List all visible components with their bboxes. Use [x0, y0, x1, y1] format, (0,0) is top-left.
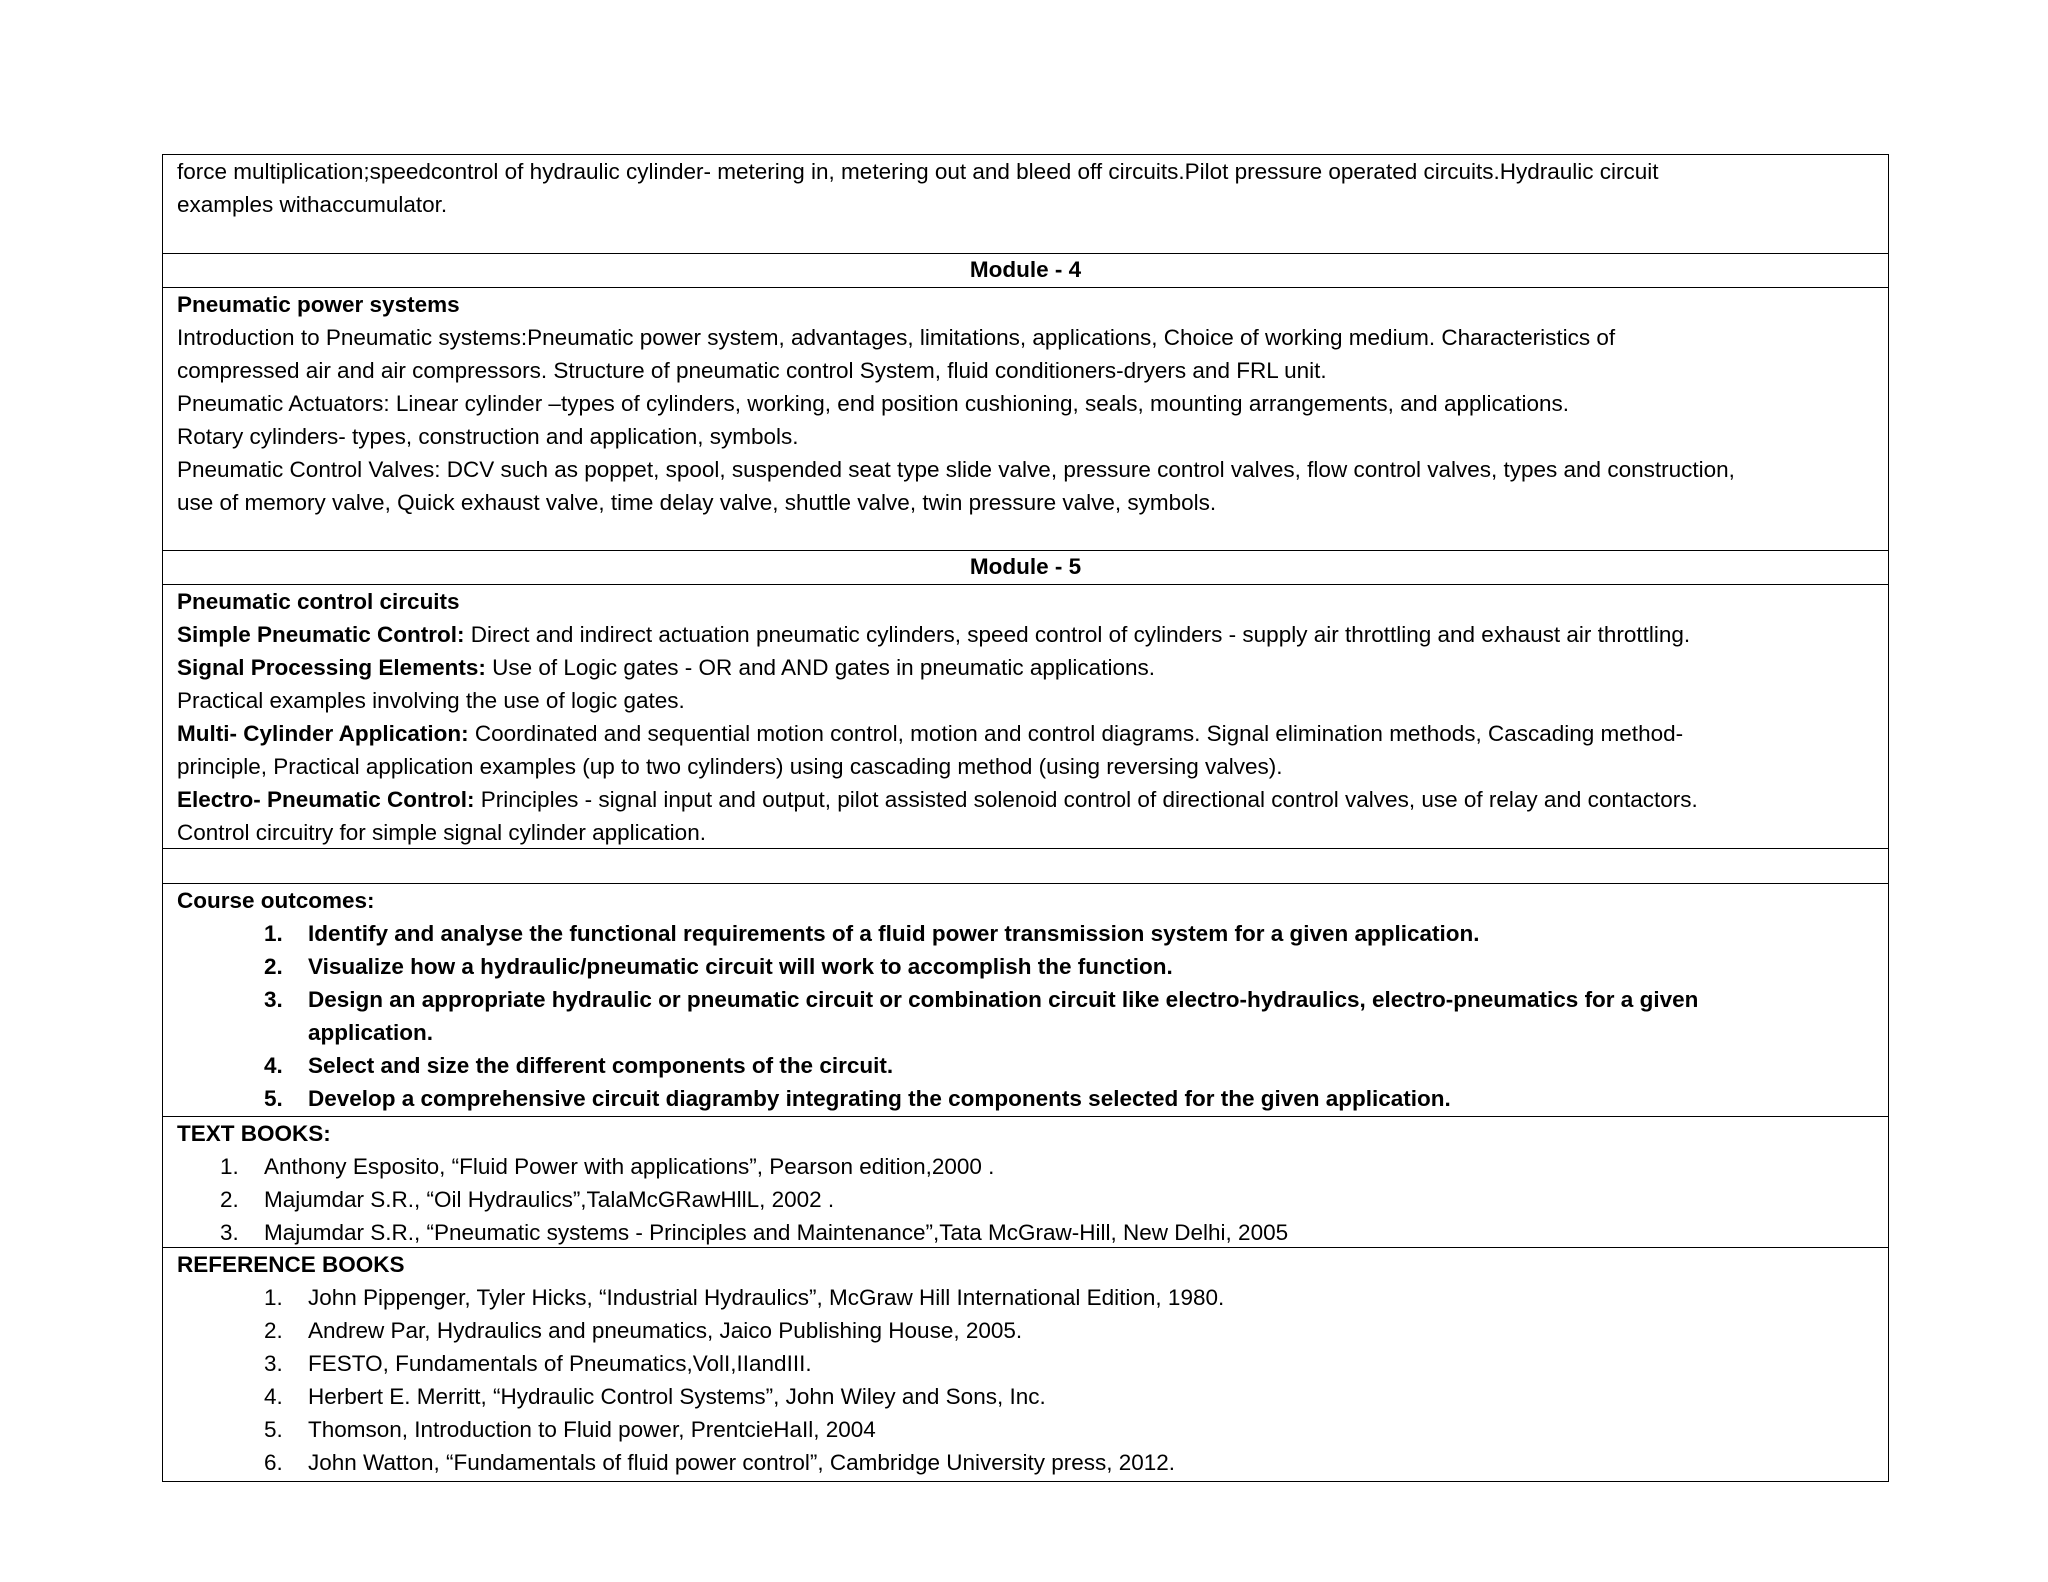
list-item	[177, 1150, 1874, 1183]
module-4-paragraph: Rotary cylinders- types, construction and application, symbols.	[177, 424, 799, 449]
list-item	[177, 1380, 1874, 1413]
syllabus-table	[162, 154, 1889, 1482]
section-label: Signal Processing Elements:	[177, 655, 486, 680]
item-number: 3.	[220, 1220, 239, 1245]
list-item	[177, 1413, 1874, 1446]
list-item	[177, 1281, 1874, 1314]
list-item	[177, 917, 1874, 950]
module-5-title: Pneumatic control circuits	[177, 589, 460, 614]
course-outcomes	[163, 884, 1888, 1117]
module-4-content	[163, 288, 1888, 551]
module-4-heading: Module - 4	[163, 254, 1888, 288]
item-number: 1.	[220, 1154, 239, 1179]
item-text: Herbert E. Merritt, “Hydraulic Control Systems”, John Wiley and Sons, Inc.	[308, 1384, 1046, 1409]
electro-pneumatic-continued: Control circuitry for simple signal cylinder application.	[177, 820, 706, 845]
item-number: 2.	[264, 954, 283, 979]
item-number: 4.	[264, 1384, 283, 1409]
section-label: Simple Pneumatic Control:	[177, 622, 465, 647]
module-5-heading: Module - 5	[163, 551, 1888, 585]
list-item	[177, 1082, 1874, 1115]
section-label: Electro- Pneumatic Control:	[177, 787, 475, 812]
list-item	[177, 983, 1874, 1016]
intro-line: examples withaccumulator.	[177, 192, 448, 217]
reference-books-list	[177, 1281, 1874, 1479]
item-text: Visualize how a hydraulic/pneumatic circuit will work to accomplish the function.	[308, 954, 1173, 979]
item-number: 2.	[220, 1187, 239, 1212]
list-item	[177, 1446, 1874, 1479]
item-text: Develop a comprehensive circuit diagramby integrating the components selected for the given application.	[308, 1086, 1451, 1111]
item-text: Majumdar S.R., “Oil Hydraulics”,TalaMcGRawHllL, 2002 .	[264, 1187, 835, 1212]
item-text: Design an appropriate hydraulic or pneumatic circuit or combination circuit like electro-hydraulics, electro-pneumatics for a given	[308, 987, 1699, 1012]
text-books-list	[177, 1150, 1874, 1249]
item-number: 4.	[264, 1053, 283, 1078]
item-text: Thomson, Introduction to Fluid power, PrentcieHaIl, 2004	[308, 1417, 876, 1442]
item-text: John Pippenger, Tyler Hicks, “Industrial Hydraulics”, McGraw Hill International Edition, 1980.	[308, 1285, 1225, 1310]
text-books-title: TEXT BOOKS:	[177, 1121, 331, 1146]
section-text: Direct and indirect actuation pneumatic cylinders, speed control of cylinders - supply air throttling and exhaust air throttling.	[464, 622, 1691, 647]
module-4-paragraph: Pneumatic Actuators: Linear cylinder –types of cylinders, working, end position cushioning, seals, mounting arrangements, and applications.	[177, 391, 1570, 416]
intro-line: force multiplication;speedcontrol of hydraulic cylinder- metering in, metering out and bleed off circuits.Pilot pressure operated circuits.Hydraulic circuit	[177, 159, 1659, 184]
reference-books-title: REFERENCE BOOKS	[177, 1252, 405, 1277]
list-item	[177, 1216, 1874, 1249]
text-books	[163, 1117, 1888, 1248]
electro-pneumatic-control	[177, 783, 1874, 816]
course-outcomes-title: Course outcomes:	[177, 888, 375, 913]
list-item	[177, 1049, 1874, 1082]
intro-cell	[163, 155, 1888, 254]
list-item	[177, 1347, 1874, 1380]
item-number: 6.	[264, 1450, 283, 1475]
signal-processing-elements	[177, 651, 1874, 684]
section-text: Coordinated and sequential motion control, motion and control diagrams. Signal elimination methods, Cascading method-	[468, 721, 1684, 746]
item-text: Andrew Par, Hydraulics and pneumatics, Jaico Publishing House, 2005.	[308, 1318, 1023, 1343]
practical-examples: Practical examples involving the use of logic gates.	[177, 688, 685, 713]
item-number: 3.	[264, 1351, 283, 1376]
multi-cylinder-continued: principle, Practical application examples (up to two cylinders) using cascading method (using reversing valves).	[177, 754, 1283, 779]
item-text: application.	[308, 1020, 434, 1045]
module-4-paragraph: use of memory valve, Quick exhaust valve, time delay valve, shuttle valve, twin pressure valve, symbols.	[177, 490, 1217, 515]
item-text: Identify and analyse the functional requirements of a fluid power transmission system for a given application.	[308, 921, 1480, 946]
module-4-paragraph: Introduction to Pneumatic systems:Pneumatic power system, advantages, limitations, applications, Choice of working medium. Characteristics of	[177, 325, 1616, 350]
reference-books	[163, 1248, 1888, 1481]
item-number: 1.	[264, 921, 283, 946]
item-text: John Watton, “Fundamentals of fluid power control”, Cambridge University press, 2012.	[308, 1450, 1176, 1475]
outcome-list	[177, 917, 1874, 1115]
item-text: Anthony Esposito, “Fluid Power with applications”, Pearson edition,2000 .	[264, 1154, 995, 1179]
item-text: FESTO, Fundamentals of Pneumatics,VolI,IIandIII.	[308, 1351, 812, 1376]
list-item	[177, 1016, 1874, 1049]
list-item	[177, 950, 1874, 983]
item-number: 5.	[264, 1086, 283, 1111]
item-text: Majumdar S.R., “Pneumatic systems - Principles and Maintenance”,Tata McGraw-Hill, New Delhi, 2005	[264, 1220, 1289, 1245]
section-text: Principles - signal input and output, pilot assisted solenoid control of directional control valves, use of relay and contactors.	[474, 787, 1698, 812]
empty-row	[163, 849, 1888, 884]
multi-cylinder-application	[177, 717, 1874, 750]
section-text: Use of Logic gates - OR and AND gates in pneumatic applications.	[485, 655, 1155, 680]
list-item	[177, 1314, 1874, 1347]
item-text: Select and size the different components of the circuit.	[308, 1053, 894, 1078]
item-number: 5.	[264, 1417, 283, 1442]
module-4-title: Pneumatic power systems	[177, 292, 460, 317]
module-5-content	[163, 585, 1888, 849]
item-number: 1.	[264, 1285, 283, 1310]
section-label: Multi- Cylinder Application:	[177, 721, 469, 746]
item-number: 3.	[264, 987, 283, 1012]
list-item	[177, 1183, 1874, 1216]
item-number: 2.	[264, 1318, 283, 1343]
module-4-paragraph: Pneumatic Control Valves: DCV such as poppet, spool, suspended seat type slide valve, pressure control valves, flow control valves, types and construction,	[177, 457, 1735, 482]
simple-pneumatic-control	[177, 618, 1874, 651]
module-4-paragraph: compressed air and air compressors. Structure of pneumatic control System, fluid conditioners-dryers and FRL unit.	[177, 358, 1327, 383]
